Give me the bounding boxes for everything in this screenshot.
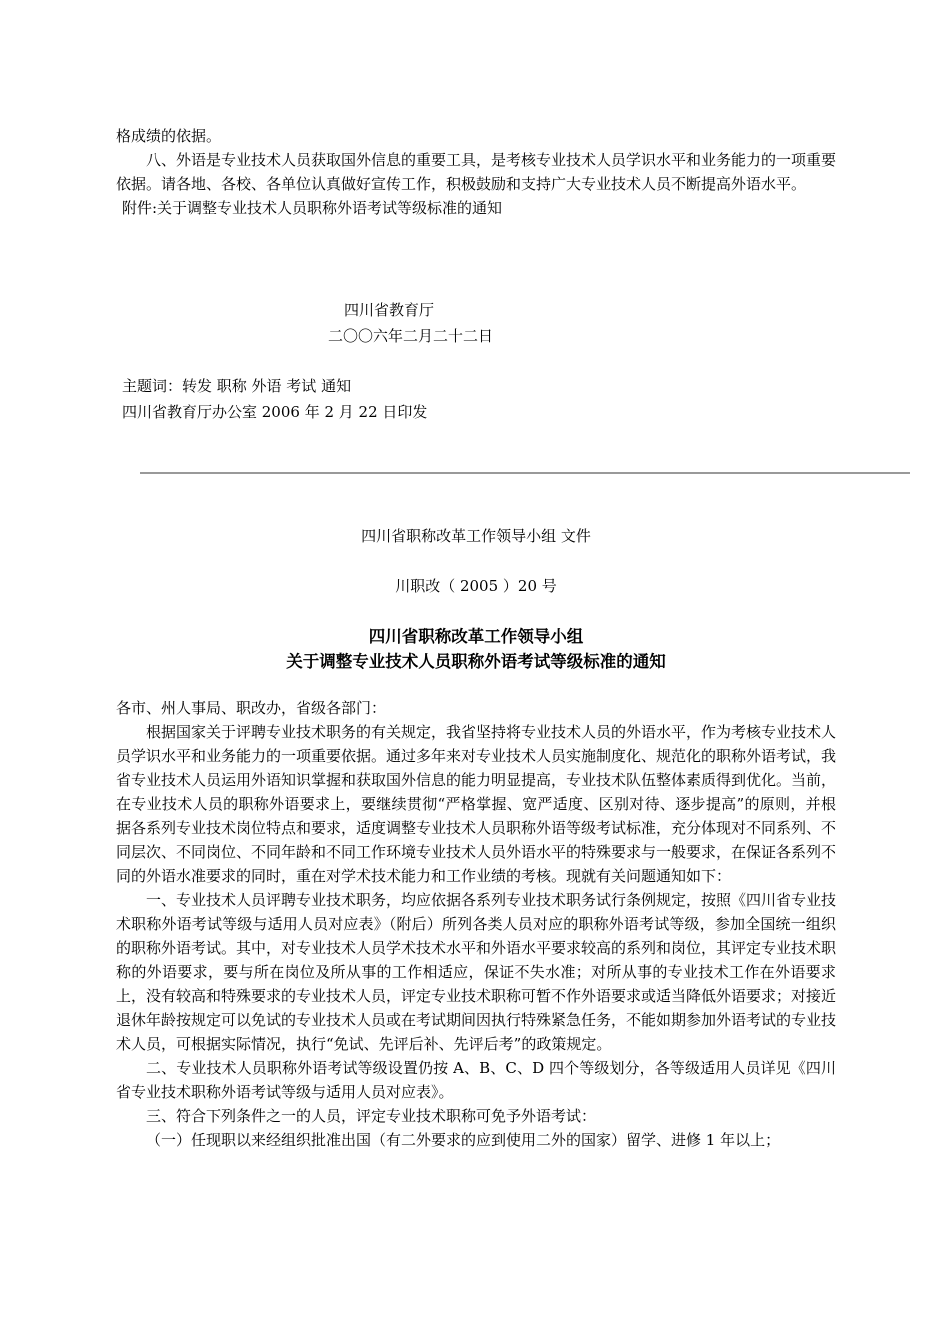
paragraph-intro: 根据国家关于评聘专业技术职务的有关规定，我省坚持将专业技术人员的外语水平，作为考核专业技术人员学识水平和业务能力的一项重要依据。通过多年来对专业技术人员实施制度化、规范化的职称外语考试，我省专业技术人员运用外语知识掌握和获取国外信息的能力明显提高，专业技术队伍整体素质得到优化。当前，在专业技术人员的职称外语要求上，要继续贯彻“严格掌握、宽严适度、区别对待、逐步提高”的原则，并根据各系列专业技术岗位特点和要求，适度调整专业技术人员职称外语等级考试标准，充分体现对不同系列、不同层次、不同岗位、不同年龄和不同工作环境专业技术人员外语水平的特殊要求与一般要求，在保证各系列不同的外语水准要求的同时，重在对学术技术能力和工作业绩的考核。现就有关问题通知如下： [116,723,837,885]
divider-line [140,472,910,474]
signature-org: 四川省教育厅 [344,301,435,319]
paragraph-one: 一、专业技术人员评聘专业技术职务，均应依据各系列专业技术职务试行条例规定，按照《四川省专业技术职称外语考试等级与适用人员对应表》（附后）所列各类人员对应的职称外语考试等级，参加全国统一组织的职称外语考试。其中，对专业技术人员学术技术水平和外语水平要求较高的系列和岗位，其评定专业技术职称的外语要求，要与所在岗位及所从事的工作相适应，保证不失水准；对所从事的专业技术工作在外语要求上，没有较高和特殊要求的专业技术人员，评定专业技术职称可暂不作外语要求或适当降低外语要求；对接近退休年龄按规定可以免试的专业技术人员或在考试期间因执行特殊紧急任务，不能如期参加外语考试的专业技术人员，可根据实际情况，执行“免试、先评后补、先评后考”的政策规定。 [116,891,837,1053]
section-2-body [116,696,836,1152]
title-line-1: 四川省职称改革工作领导小组 [368,627,584,646]
document-number: 川职改（ 2005 ）20 号 [395,577,557,595]
recipients-line: 各市、州人事局、职改办，省级各部门： [116,699,387,717]
paragraph-two: 二、专业技术人员职称外语考试等级设置仍按 A、B、C、D 四个等级划分，各等级适用人员详见《四川省专业技术职称外语考试等级与适用人员对应表》。 [116,1059,836,1101]
title-line-2: 关于调整专业技术人员职称外语考试等级标准的通知 [286,652,666,671]
paragraph-eight: 八、外语是专业技术人员获取国外信息的重要工具，是考核专业技术人员学识水平和业务能力的一项重要依据。请各地、各校、各单位认真做好宣传工作，积极鼓励和支持广大专业技术人员不断提高外语水平。 [116,151,837,193]
attachment-line: 附件:关于调整专业技术人员职称外语考试等级标准的通知 [122,199,503,217]
document-header: 四川省职称改革工作领导小组 文件 [361,527,591,545]
paragraph-continuation: 格成绩的依据。 [116,127,222,145]
signature-date: 二〇〇六年二月二十二日 [328,327,494,345]
keywords-line: 主题词：转发 职称 外语 考试 通知 [122,377,352,395]
paragraph-three-item-one: （一）任现职以来经组织批准出国（有二外要求的应到使用二外的国家）留学、进修 1 年以上； [146,1131,781,1149]
paragraph-three: 三、符合下列条件之一的人员，评定专业技术职称可免予外语考试： [146,1107,597,1125]
printed-line: 四川省教育厅办公室 2006 年 2 月 22 日印发 [122,403,428,421]
section-1 [116,124,836,220]
